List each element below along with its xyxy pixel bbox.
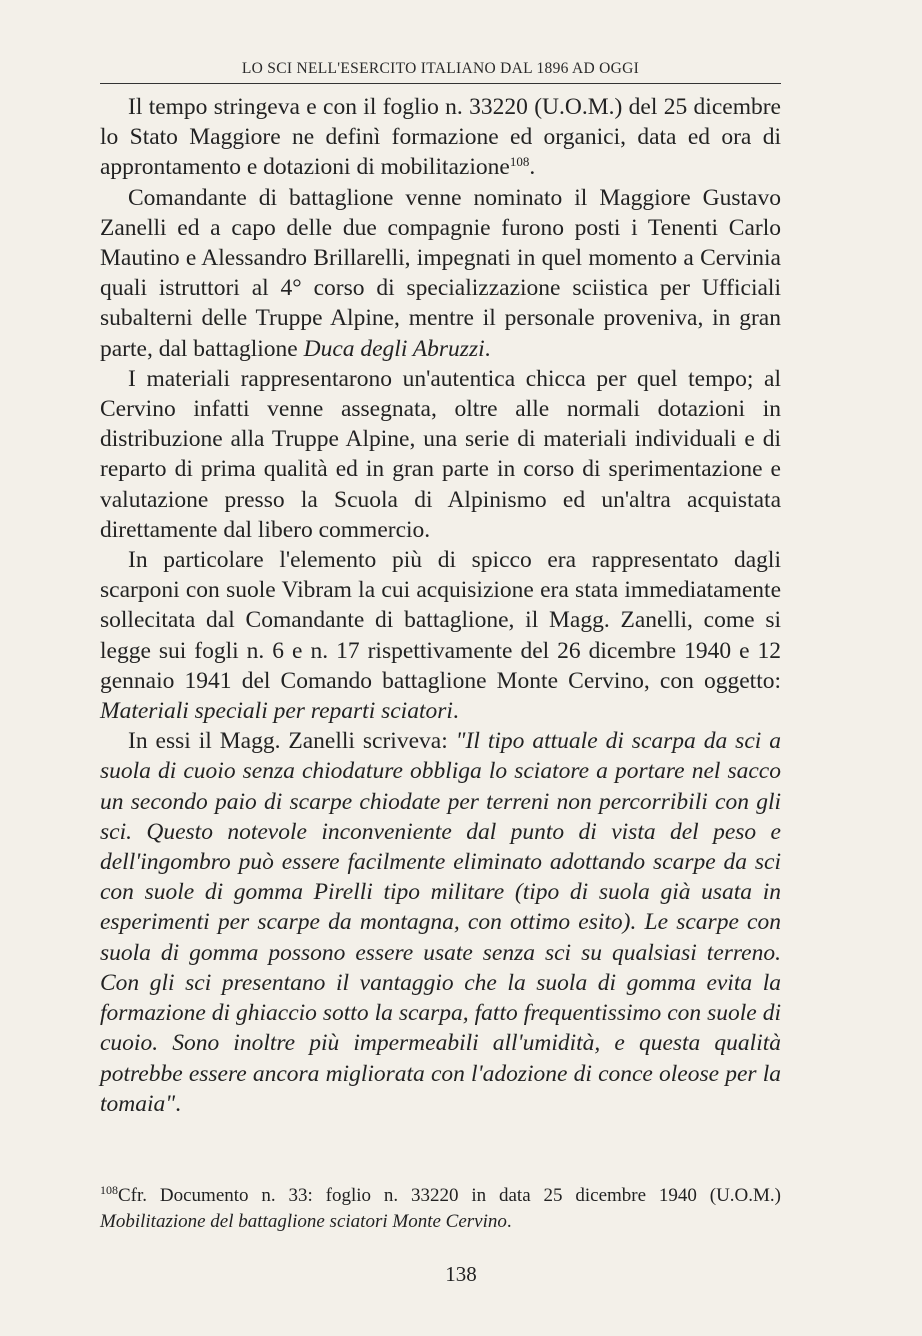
page-number: 138 <box>445 1262 477 1286</box>
paragraph-4: In particolare l'elemento più di spicco era rappresentato dagli scarponi con suole Vibram la cui acquisizione era stata immediatamente sollecitata dal Comandante di battaglione, il Magg. Zanelli, come si legge sui fogli n. 6 e n. 17 rispettivamente del 26 dicembre 1940 e 12 gennaio 1941 del Comando battaglione Monte Cervino, con oggetto: Materiali speciali per reparti sciatori. <box>100 547 781 725</box>
body-text <box>100 92 781 1119</box>
paragraph-5-quote: In essi il Magg. Zanelli scriveva: "Il tipo attuale di scarpa da sci a suola di cuoio senza chiodature obbliga lo sciatore a portare nel sacco un secondo paio di scarpe chiodate per terreni non percorribili con gli sci. Questo notevole inconveniente dal punto di vista del peso e dell'ingombro può essere facilmente eliminato adottando scarpe da sci con suole di gomma Pirelli tipo militare (tipo di suola già usata in esperimenti per scarpe da montagna, con ottimo esito). Le scarpe con suola di gomma possono essere usate senza sci su qualsiasi terreno. Con gli sci presentano il vantaggio che la suola di gomma evita la formazione di ghiaccio sotto la scarpa, fatto frequentissimo con suole di cuoio. Sono inoltre più impermeabili all'umidità, e questa qualità potrebbe essere ancora migliorata con l'adozione di conce oleose per la tomaia". <box>100 728 781 1117</box>
header-rule <box>100 83 781 84</box>
paragraph-1: Il tempo stringeva e con il foglio n. 33220 (U.O.M.) del 25 dicembre lo Stato Maggiore ne definì formazione ed organici, data ed ora di approntamento e dotazioni di mobilitazione$^{108}$. <box>100 94 781 181</box>
footnote-108: $^{108}$Cfr. Documento n. 33: foglio n. 33220 in data 25 dicembre 1940 (U.O.M.) Mobilitazione del battaglione sciatori Monte Cervino. <box>100 1183 781 1232</box>
footnote-number: 108 <box>100 1183 118 1197</box>
paragraph-3: I materiali rappresentarono un'autentica chicca per quel tempo; al Cervino infatti venne assegnata, oltre alle normali dotazioni in distribuzione alla Truppe Alpine, una serie di materiali individuali e di reparto di prima qualità ed in gran parte in corso di sperimentazione e valutazione presso la Scuola di Alpinismo ed un'altra acquistata direttamente dal libero commercio. <box>100 365 781 543</box>
paragraph-2: Comandante di battaglione venne nominato il Maggiore Gustavo Zanelli ed a capo delle due compagnie furono posti i Tenenti Carlo Mautino e Alessandro Brillarelli, impegnati in quel momento a Cervinia quali istruttori al 4° corso di specializzazione sciistica per Ufficiali subalterni delle Truppe Alpine, mentre il personale proveniva, in gran parte, dal battaglione Duca degli Abruzzi. <box>100 184 781 362</box>
footnote-ref[interactable]: 108 <box>509 154 530 170</box>
running-head: LO SCI NELL'ESERCITO ITALIANO DAL 1896 AD OGGI <box>241 60 640 77</box>
